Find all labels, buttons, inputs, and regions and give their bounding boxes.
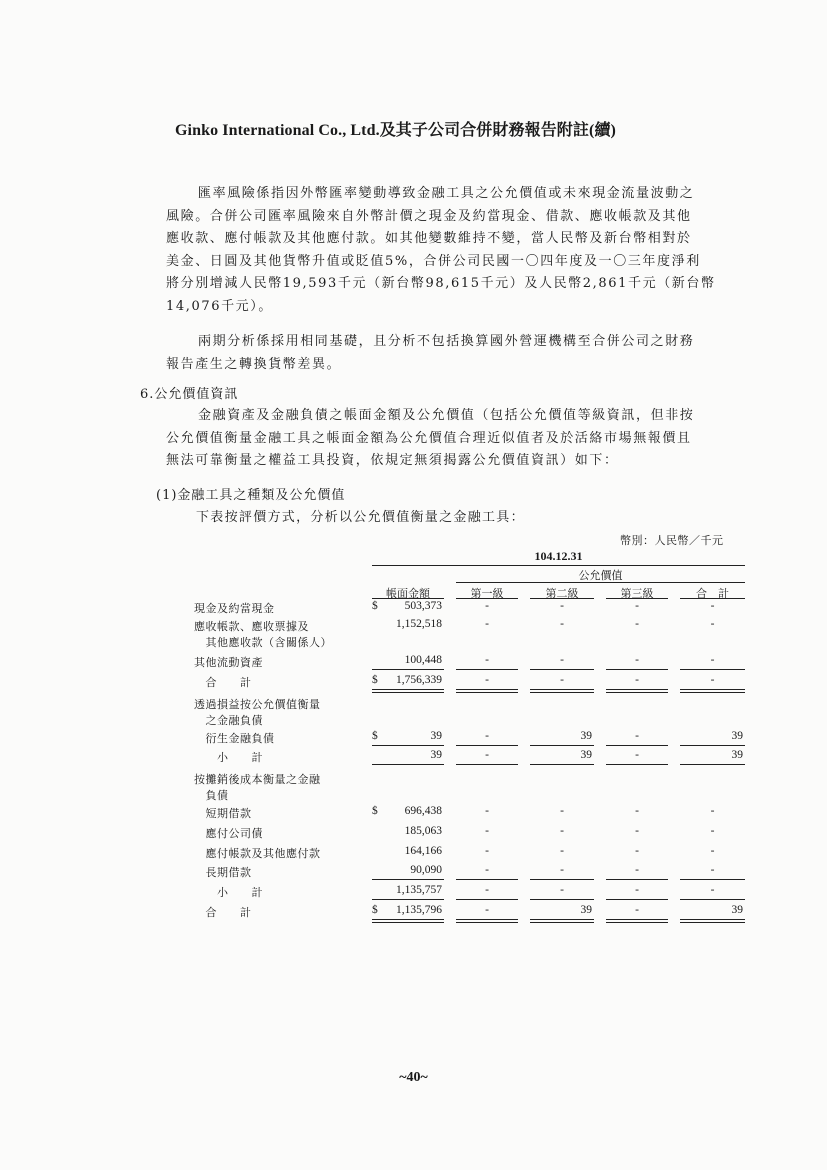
row-label: 小 計 — [194, 751, 263, 764]
row-underline — [680, 745, 745, 746]
cell-l1: - — [485, 884, 489, 896]
row-underline — [606, 669, 668, 670]
carrying-amount: 1,152,518 — [396, 618, 442, 630]
cell-l1: - — [485, 845, 489, 857]
carrying-amount: 90,090 — [410, 864, 442, 876]
row-underline — [680, 899, 745, 900]
row-double-underline — [372, 692, 444, 693]
column-header-total: 合 計 — [696, 587, 729, 600]
row-double-underline — [456, 922, 518, 923]
cell-l3: - — [635, 864, 639, 876]
cell-l1: - — [485, 825, 489, 837]
subsection-heading: (1)金融工具之種類及公允價值 — [156, 488, 346, 503]
row-double-underline — [606, 689, 668, 690]
cell-tot: 39 — [731, 749, 743, 761]
row-double-underline — [372, 919, 444, 920]
row-double-underline — [606, 919, 668, 920]
row-underline — [456, 669, 518, 670]
header-rule — [456, 582, 745, 583]
paragraph-line: 風險。合併公司匯率風險來自外幣計價之現金及約當現金、借款、應收帳款及其他 — [166, 208, 692, 224]
row-underline — [530, 899, 594, 900]
cell-l2: - — [560, 884, 564, 896]
cell-tot: - — [710, 805, 715, 817]
column-underline — [530, 598, 594, 599]
row-label: 長期借款 — [194, 866, 252, 879]
row-double-underline — [372, 689, 444, 690]
cell-l2: 39 — [580, 730, 592, 742]
row-label: 衍生金融負債 — [194, 732, 275, 745]
row-underline — [606, 899, 668, 900]
column-underline — [680, 598, 745, 599]
row-underline — [680, 764, 745, 765]
row-underline — [530, 764, 594, 765]
cell-l1: - — [485, 749, 489, 761]
row-underline — [456, 879, 518, 880]
paragraph-line: 將分別增減人民幣19,593千元（新台幣98,615千元）及人民幣2,861千元（新台幣 — [166, 276, 716, 292]
row-double-underline — [456, 689, 518, 690]
column-header-level1: 第一級 — [470, 587, 504, 600]
cell-l1: - — [485, 904, 489, 916]
currency-unit: 幣別：人民幣／千元 — [620, 534, 724, 547]
column-header-level3: 第三級 — [620, 587, 654, 600]
row-underline — [530, 669, 594, 670]
cell-l2: - — [560, 845, 564, 857]
cell-l2: - — [560, 674, 564, 686]
header-rule — [372, 565, 745, 566]
row-underline — [372, 899, 444, 900]
paragraph-line: 無法可靠衡量之權益工具投資，依規定無須揭露公允價值資訊）如下： — [166, 453, 619, 469]
fair-value-header: 公允價值 — [578, 569, 623, 582]
cell-tot: - — [710, 825, 715, 837]
cell-l1: - — [485, 600, 489, 612]
fx-risk-paragraph — [166, 183, 716, 319]
carrying-amount: 164,166 — [404, 845, 442, 857]
cell-l1: - — [485, 618, 489, 630]
cell-tot: 39 — [731, 904, 743, 916]
row-underline — [530, 879, 594, 880]
row-double-underline — [530, 919, 594, 920]
row-underline — [372, 669, 444, 670]
row-double-underline — [456, 919, 518, 920]
row-label: 其他流動資產 — [194, 656, 263, 669]
cell-l1: - — [485, 674, 489, 686]
cell-l3: - — [635, 884, 639, 896]
cell-l1: - — [485, 654, 489, 666]
cell-l3: - — [635, 600, 639, 612]
row-underline — [372, 745, 444, 746]
currency-symbol: $ — [372, 904, 378, 916]
carrying-amount: 1,135,796 — [396, 904, 442, 916]
row-label: 按攤銷後成本衡量之金融 — [194, 773, 321, 786]
row-double-underline — [456, 692, 518, 693]
row-underline — [606, 745, 668, 746]
row-underline — [606, 879, 668, 880]
cell-l1: - — [485, 730, 489, 742]
row-double-underline — [680, 922, 745, 923]
cell-tot: 39 — [731, 730, 743, 742]
row-label: 負債 — [194, 789, 229, 802]
row-double-underline — [606, 692, 668, 693]
page-title: Ginko International Co., Ltd.及其子公司合併財務報告附註(續) — [175, 122, 616, 139]
cell-l2: - — [560, 618, 564, 630]
row-underline — [680, 879, 745, 880]
cell-l2: - — [560, 805, 564, 817]
paragraph-line: 匯率風險係指因外幣匯率變動導致金融工具之公允價值或未來現金流量波動之 — [198, 186, 695, 201]
cell-l2: 39 — [580, 904, 592, 916]
cell-l3: - — [635, 674, 639, 686]
cell-l2: - — [560, 654, 564, 666]
cell-l2: - — [560, 864, 564, 876]
row-label: 透過損益按公允價值衡量 — [194, 698, 321, 711]
row-label: 短期借款 — [194, 807, 252, 820]
carrying-amount: 503,373 — [404, 600, 442, 612]
cell-l2: 39 — [580, 749, 592, 761]
page-number: ~40~ — [399, 1070, 428, 1085]
section-heading: 6.公允價值資訊 — [140, 387, 239, 402]
row-double-underline — [530, 689, 594, 690]
currency-symbol: $ — [372, 674, 378, 686]
currency-symbol: $ — [372, 805, 378, 817]
carrying-amount: 39 — [430, 730, 442, 742]
table-date-header: 104.12.31 — [534, 549, 583, 563]
paragraph-line: 金融資產及金融負債之帳面金額及公允價值（包括公允價值等級資訊，但非按 — [198, 408, 695, 423]
cell-l3: - — [635, 749, 639, 761]
cell-tot: - — [710, 884, 715, 896]
analysis-basis-paragraph — [166, 331, 694, 376]
currency-symbol: $ — [372, 600, 378, 612]
paragraph-line: 14,076千元）。 — [166, 298, 273, 314]
row-underline — [372, 764, 444, 765]
column-underline — [372, 598, 444, 599]
row-double-underline — [530, 922, 594, 923]
carrying-amount: 185,063 — [404, 825, 442, 837]
currency-symbol: $ — [372, 730, 378, 742]
column-header-level2: 第二級 — [545, 587, 579, 600]
row-label: 之金融負債 — [194, 714, 263, 727]
row-underline — [456, 764, 518, 765]
cell-l1: - — [485, 805, 489, 817]
row-label: 應付帳款及其他應付款 — [194, 847, 321, 860]
cell-tot: - — [710, 600, 715, 612]
cell-l1: - — [485, 864, 489, 876]
row-underline — [606, 764, 668, 765]
fair-value-paragraph — [166, 405, 694, 473]
cell-l3: - — [635, 730, 639, 742]
column-header-carrying: 帳面金額 — [386, 587, 430, 600]
row-double-underline — [530, 692, 594, 693]
cell-tot: - — [710, 618, 715, 630]
cell-tot: - — [710, 654, 715, 666]
cell-l3: - — [635, 825, 639, 837]
cell-l3: - — [635, 654, 639, 666]
cell-tot: - — [710, 845, 715, 857]
carrying-amount: 39 — [430, 749, 442, 761]
row-label: 其他應收款（含關係人） — [194, 636, 332, 649]
column-underline — [606, 598, 668, 599]
row-underline — [530, 745, 594, 746]
cell-l2: - — [560, 825, 564, 837]
cell-l3: - — [635, 904, 639, 916]
row-label: 小 計 — [194, 886, 263, 899]
row-double-underline — [606, 922, 668, 923]
row-label: 合 計 — [194, 906, 252, 919]
paragraph-line: 公允價值衡量金融工具之帳面金額為公允價值合理近似值者及於活絡市場無報價且 — [166, 430, 692, 446]
row-underline — [372, 879, 444, 880]
row-double-underline — [680, 919, 745, 920]
column-underline — [456, 598, 518, 599]
carrying-amount: 1,135,757 — [396, 884, 442, 896]
paragraph-line: 兩期分析係採用相同基礎，且分析不包括換算國外營運機構至合併公司之財務 — [198, 334, 695, 349]
row-label: 合 計 — [194, 676, 252, 689]
row-label: 應付公司債 — [194, 827, 263, 840]
cell-l3: - — [635, 618, 639, 630]
cell-l2: - — [560, 600, 564, 612]
row-double-underline — [372, 922, 444, 923]
paragraph-line: 美金、日圓及其他貨幣升值或貶值5%，合併公司民國一〇四年度及一〇三年度淨利 — [166, 253, 701, 269]
row-underline — [456, 899, 518, 900]
cell-tot: - — [710, 674, 715, 686]
row-double-underline — [680, 689, 745, 690]
row-underline — [456, 745, 518, 746]
paragraph-line: 報告產生之轉換貨幣差異。 — [166, 356, 342, 372]
carrying-amount: 1,756,339 — [396, 674, 442, 686]
cell-tot: - — [710, 864, 715, 876]
row-double-underline — [680, 692, 745, 693]
row-label: 現金及約當現金 — [194, 602, 275, 615]
table-intro: 下表按評價方式，分析以公允價值衡量之金融工具： — [196, 510, 525, 525]
row-underline — [680, 669, 745, 670]
row-label: 應收帳款、應收票據及 — [194, 620, 309, 633]
carrying-amount: 696,438 — [404, 805, 442, 817]
cell-l3: - — [635, 845, 639, 857]
carrying-amount: 100,448 — [404, 654, 442, 666]
paragraph-line: 應收款、應付帳款及其他應付款。如其他變數維持不變，當人民幣及新台幣相對於 — [166, 231, 692, 247]
cell-l3: - — [635, 805, 639, 817]
